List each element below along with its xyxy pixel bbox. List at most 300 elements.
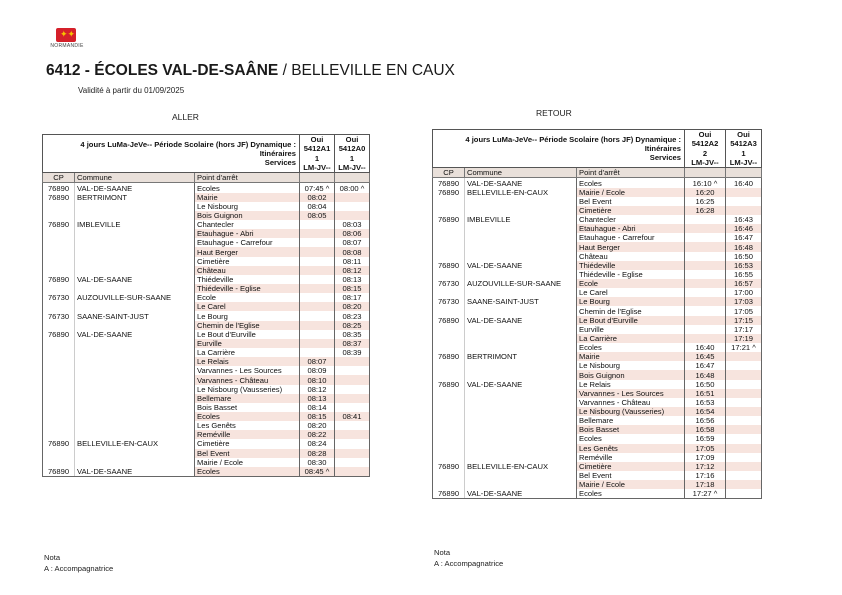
cell-time-1 bbox=[685, 233, 726, 242]
table-row bbox=[433, 242, 762, 251]
retour-heading: RETOUR bbox=[536, 108, 572, 118]
cell-time-1 bbox=[300, 348, 335, 357]
cell-time-2: 16:50 bbox=[726, 252, 762, 261]
cell-stop: Chantecler bbox=[577, 215, 685, 224]
cell-stop: Ecoles bbox=[577, 178, 685, 188]
table-row bbox=[43, 403, 370, 412]
cell-commune bbox=[75, 421, 195, 430]
cell-stop: Ecoles bbox=[195, 183, 300, 193]
cell-time-1 bbox=[685, 316, 726, 325]
cell-commune bbox=[465, 416, 577, 425]
table-row bbox=[43, 238, 370, 247]
cell-time-1: 17:05 bbox=[685, 444, 726, 453]
cell-time-1: 16:47 bbox=[685, 361, 726, 370]
cell-time-1: 16:53 bbox=[685, 398, 726, 407]
cell-commune bbox=[75, 247, 195, 256]
cell-time-2 bbox=[335, 467, 370, 477]
cell-time-2 bbox=[726, 352, 762, 361]
cell-time-1 bbox=[300, 229, 335, 238]
cell-commune: IMBLEVILLE bbox=[465, 215, 577, 224]
cell-time-2: 08:15 bbox=[335, 284, 370, 293]
cell-time-2 bbox=[726, 453, 762, 462]
table-row bbox=[433, 178, 762, 188]
cell-commune bbox=[465, 233, 577, 242]
cell-commune bbox=[465, 444, 577, 453]
cell-postal-code: 76890 bbox=[43, 439, 75, 448]
cell-time-1 bbox=[300, 284, 335, 293]
cell-time-1: 16:28 bbox=[685, 206, 726, 215]
cell-time-2 bbox=[726, 462, 762, 471]
cell-time-1 bbox=[685, 334, 726, 343]
service-code: 5412A1 bbox=[303, 144, 331, 154]
cell-postal-code bbox=[43, 449, 75, 458]
cell-postal-code bbox=[433, 242, 465, 251]
cell-postal-code bbox=[43, 348, 75, 357]
cell-commune bbox=[75, 394, 195, 403]
cell-commune bbox=[75, 430, 195, 439]
cell-postal-code: 76890 bbox=[43, 275, 75, 284]
aller-notes bbox=[44, 552, 113, 574]
cell-postal-code bbox=[43, 430, 75, 439]
table-row bbox=[433, 206, 762, 215]
cell-time-1: 16:25 bbox=[685, 197, 726, 206]
cell-time-1: 08:04 bbox=[300, 202, 335, 211]
page-title bbox=[46, 62, 455, 80]
cell-stop: Ecole bbox=[195, 293, 300, 302]
cell-time-1 bbox=[300, 257, 335, 266]
cell-commune bbox=[75, 257, 195, 266]
table-row bbox=[43, 385, 370, 394]
cell-postal-code: 76890 bbox=[433, 489, 465, 499]
cell-commune: VAL-DE-SAANE bbox=[465, 489, 577, 499]
table-row bbox=[43, 430, 370, 439]
cell-stop: Ecoles bbox=[577, 343, 685, 352]
cell-postal-code: 76890 bbox=[433, 352, 465, 361]
cell-stop: Reméville bbox=[577, 453, 685, 462]
service-oui: Oui bbox=[310, 135, 324, 144]
cell-time-2: 08:13 bbox=[335, 275, 370, 284]
cell-time-1: 16:48 bbox=[685, 370, 726, 379]
cell-time-2: 16:53 bbox=[726, 261, 762, 270]
table-row bbox=[43, 449, 370, 458]
table-row bbox=[43, 412, 370, 421]
column-header-cp: CP bbox=[43, 173, 75, 183]
cell-stop: Haut Berger bbox=[195, 247, 300, 256]
cell-time-1 bbox=[685, 242, 726, 251]
table-row bbox=[433, 270, 762, 279]
table-row bbox=[433, 407, 762, 416]
cell-time-2 bbox=[726, 471, 762, 480]
cell-time-1 bbox=[685, 288, 726, 297]
cell-time-2 bbox=[335, 421, 370, 430]
cell-commune bbox=[75, 211, 195, 220]
cell-postal-code bbox=[433, 416, 465, 425]
cell-time-1: 16:50 bbox=[685, 380, 726, 389]
cell-time-2: 08:03 bbox=[335, 220, 370, 229]
cell-stop: Bel Event bbox=[577, 471, 685, 480]
notes-title: Nota bbox=[44, 553, 61, 562]
cell-postal-code bbox=[43, 238, 75, 247]
cell-commune bbox=[465, 434, 577, 443]
cell-commune bbox=[75, 449, 195, 458]
cell-commune: VAL-DE-SAANE bbox=[75, 467, 195, 477]
cell-time-2 bbox=[335, 366, 370, 375]
validity-date: Validité à partir du 01/09/2025 bbox=[78, 86, 185, 95]
cell-time-1 bbox=[685, 252, 726, 261]
cell-commune bbox=[465, 480, 577, 489]
table-row bbox=[43, 220, 370, 229]
cell-postal-code bbox=[433, 453, 465, 462]
cell-commune: VAL-DE-SAANE bbox=[465, 261, 577, 270]
table-row bbox=[43, 229, 370, 238]
table-row bbox=[433, 306, 762, 315]
cell-time-2: 17:17 bbox=[726, 325, 762, 334]
table-row bbox=[433, 252, 762, 261]
table-row bbox=[433, 261, 762, 270]
cell-time-1 bbox=[300, 330, 335, 339]
cell-time-2 bbox=[335, 211, 370, 220]
cell-time-2: 08:17 bbox=[335, 293, 370, 302]
table-row bbox=[433, 361, 762, 370]
cell-stop: Ecoles bbox=[195, 412, 300, 421]
cell-time-1: 17:18 bbox=[685, 480, 726, 489]
cell-postal-code: 76890 bbox=[43, 330, 75, 339]
cell-commune bbox=[465, 288, 577, 297]
cell-postal-code bbox=[43, 302, 75, 311]
cell-time-1 bbox=[300, 339, 335, 348]
retour-column-header bbox=[433, 168, 762, 178]
cell-postal-code bbox=[433, 288, 465, 297]
cell-commune bbox=[75, 458, 195, 467]
cell-postal-code bbox=[433, 471, 465, 480]
cell-stop: Varvannes - Les Sources bbox=[577, 389, 685, 398]
cell-postal-code bbox=[43, 385, 75, 394]
table-row bbox=[43, 193, 370, 202]
cell-time-1 bbox=[685, 279, 726, 288]
cell-stop: Haut Berger bbox=[577, 242, 685, 251]
column-header-stop: Point d'arrêt bbox=[577, 168, 685, 178]
table-row bbox=[433, 352, 762, 361]
cell-commune bbox=[465, 242, 577, 251]
cell-stop: Le Nisbourg (Vausseries) bbox=[577, 407, 685, 416]
cell-time-1: 07:45 ^ bbox=[300, 183, 335, 193]
table-row bbox=[433, 416, 762, 425]
cell-stop: Château bbox=[195, 266, 300, 275]
cell-commune: BELLEVILLE-EN-CAUX bbox=[75, 439, 195, 448]
title-slash: / bbox=[278, 62, 292, 79]
cell-postal-code bbox=[433, 206, 465, 215]
cell-time-2: 08:12 bbox=[335, 266, 370, 275]
cell-stop: Bois Guignon bbox=[195, 211, 300, 220]
cell-commune bbox=[465, 453, 577, 462]
cell-time-2: 08:35 bbox=[335, 330, 370, 339]
table-row bbox=[433, 279, 762, 288]
cell-stop: Bois Basset bbox=[577, 425, 685, 434]
table-row bbox=[433, 325, 762, 334]
retour-service-2 bbox=[726, 130, 762, 168]
table-row bbox=[43, 348, 370, 357]
cell-time-2 bbox=[335, 375, 370, 384]
table-row bbox=[43, 211, 370, 220]
cell-stop: Ecoles bbox=[577, 489, 685, 499]
cell-commune bbox=[465, 334, 577, 343]
cell-commune: VAL-DE-SAANE bbox=[465, 178, 577, 188]
cell-time-2: 17:03 bbox=[726, 297, 762, 306]
table-row bbox=[433, 370, 762, 379]
cell-time-2 bbox=[726, 389, 762, 398]
cell-time-2 bbox=[335, 430, 370, 439]
cell-time-1: 08:24 bbox=[300, 439, 335, 448]
retour-description-line: 4 jours LuMa-JeVe-- Période Scolaire (hors JF) Dynamique : bbox=[465, 134, 681, 144]
cell-commune: SAANE-SAINT-JUST bbox=[465, 297, 577, 306]
aller-heading: ALLER bbox=[172, 112, 199, 122]
cell-time-1: 08:28 bbox=[300, 449, 335, 458]
cell-time-1: 17:27 ^ bbox=[685, 489, 726, 499]
cell-commune bbox=[75, 412, 195, 421]
cell-commune bbox=[75, 385, 195, 394]
cell-stop: Bel Event bbox=[577, 197, 685, 206]
cell-commune bbox=[75, 238, 195, 247]
cell-commune: AUZOUVILLE-SUR-SAANE bbox=[465, 279, 577, 288]
cell-time-2 bbox=[726, 398, 762, 407]
table-row bbox=[433, 398, 762, 407]
retour-notes bbox=[434, 547, 503, 569]
cell-postal-code bbox=[43, 284, 75, 293]
cell-commune bbox=[465, 425, 577, 434]
service-days: LM-JV-- bbox=[303, 162, 331, 172]
cell-time-2 bbox=[335, 403, 370, 412]
cell-time-1: 16:20 bbox=[685, 188, 726, 197]
cell-stop: Le Bout d'Eurville bbox=[577, 316, 685, 325]
cell-commune: IMBLEVILLE bbox=[75, 220, 195, 229]
cell-postal-code: 76890 bbox=[43, 220, 75, 229]
cell-time-1: 16:54 bbox=[685, 407, 726, 416]
cell-time-2: 16:57 bbox=[726, 279, 762, 288]
cell-stop: Thiédeville - Eglise bbox=[195, 284, 300, 293]
cell-time-2 bbox=[726, 425, 762, 434]
cell-commune bbox=[75, 284, 195, 293]
retour-itineraries-label: Itinéraires bbox=[644, 143, 681, 153]
cell-postal-code bbox=[43, 357, 75, 366]
cell-time-1 bbox=[685, 297, 726, 306]
cell-commune: VAL-DE-SAANE bbox=[465, 316, 577, 325]
cell-postal-code bbox=[433, 398, 465, 407]
cell-commune bbox=[465, 197, 577, 206]
cell-postal-code bbox=[433, 444, 465, 453]
cell-stop: Bellemare bbox=[195, 394, 300, 403]
table-row bbox=[433, 444, 762, 453]
cell-time-2 bbox=[335, 385, 370, 394]
cell-commune: BELLEVILLE-EN-CAUX bbox=[465, 188, 577, 197]
cell-time-2 bbox=[726, 188, 762, 197]
cell-time-2 bbox=[335, 439, 370, 448]
line-name: ÉCOLES VAL-DE-SAÂNE bbox=[94, 62, 279, 79]
cell-time-2: 16:40 bbox=[726, 178, 762, 188]
cell-postal-code bbox=[433, 343, 465, 352]
cell-time-2: 08:25 bbox=[335, 321, 370, 330]
cell-commune bbox=[75, 266, 195, 275]
cell-time-2: 08:20 bbox=[335, 302, 370, 311]
cell-commune bbox=[465, 361, 577, 370]
cell-commune bbox=[465, 389, 577, 398]
cell-time-1: 08:14 bbox=[300, 403, 335, 412]
aller-service-1 bbox=[300, 135, 335, 173]
column-header-cp: CP bbox=[433, 168, 465, 178]
cell-time-1: 17:16 bbox=[685, 471, 726, 480]
cell-postal-code bbox=[433, 389, 465, 398]
cell-postal-code bbox=[43, 412, 75, 421]
cell-stop: Thiédeville bbox=[195, 275, 300, 284]
cell-commune bbox=[465, 206, 577, 215]
cell-time-1 bbox=[300, 275, 335, 284]
service-number: 2 bbox=[702, 148, 708, 158]
cell-commune bbox=[465, 306, 577, 315]
table-row bbox=[43, 330, 370, 339]
cell-time-1: 08:22 bbox=[300, 430, 335, 439]
retour-service-1 bbox=[685, 130, 726, 168]
cell-postal-code bbox=[433, 325, 465, 334]
cell-time-2: 17:15 bbox=[726, 316, 762, 325]
cell-time-2 bbox=[335, 357, 370, 366]
cell-postal-code: 76890 bbox=[43, 193, 75, 202]
cell-time-2: 17:19 bbox=[726, 334, 762, 343]
cell-postal-code bbox=[43, 375, 75, 384]
cell-time-1: 08:13 bbox=[300, 394, 335, 403]
cell-time-2 bbox=[726, 407, 762, 416]
cell-commune bbox=[75, 348, 195, 357]
cell-time-2: 08:41 bbox=[335, 412, 370, 421]
logo-text: NORMANDIE bbox=[50, 43, 84, 49]
cell-postal-code: 76890 bbox=[433, 188, 465, 197]
cell-postal-code: 76890 bbox=[433, 316, 465, 325]
service-number: 1 bbox=[741, 148, 746, 158]
cell-time-2: 08:06 bbox=[335, 229, 370, 238]
cell-commune bbox=[465, 471, 577, 480]
cell-postal-code bbox=[433, 197, 465, 206]
cell-stop: Varvannes - Château bbox=[577, 398, 685, 407]
table-row bbox=[43, 321, 370, 330]
cell-stop: Les Genêts bbox=[577, 444, 685, 453]
cell-time-1 bbox=[685, 270, 726, 279]
title-separator: - bbox=[80, 62, 95, 79]
cell-commune bbox=[465, 398, 577, 407]
cell-postal-code: 76730 bbox=[433, 297, 465, 306]
table-row bbox=[43, 439, 370, 448]
table-row bbox=[433, 380, 762, 389]
cell-time-1: 08:20 bbox=[300, 421, 335, 430]
aller-description bbox=[43, 135, 300, 173]
cell-time-2: 08:37 bbox=[335, 339, 370, 348]
cell-time-1 bbox=[685, 325, 726, 334]
cell-stop: Cimetière bbox=[195, 439, 300, 448]
cell-time-1 bbox=[300, 247, 335, 256]
cell-time-1 bbox=[300, 238, 335, 247]
cell-time-1: 08:05 bbox=[300, 211, 335, 220]
cell-stop: Chemin de l'Eglise bbox=[195, 321, 300, 330]
cell-time-1 bbox=[300, 311, 335, 320]
cell-time-2: 17:00 bbox=[726, 288, 762, 297]
cell-stop: Eurville bbox=[577, 325, 685, 334]
table-row bbox=[43, 183, 370, 193]
notes-text: A : Accompagnatrice bbox=[44, 564, 114, 573]
table-row bbox=[43, 366, 370, 375]
retour-timetable bbox=[432, 129, 762, 499]
cell-commune: BERTRIMONT bbox=[465, 352, 577, 361]
table-row bbox=[433, 389, 762, 398]
column-header-time-2 bbox=[335, 173, 370, 183]
cell-time-1 bbox=[685, 224, 726, 233]
service-number: 1 bbox=[349, 153, 355, 163]
cell-commune bbox=[465, 407, 577, 416]
cell-postal-code bbox=[433, 270, 465, 279]
cell-postal-code bbox=[43, 257, 75, 266]
cell-time-1 bbox=[300, 302, 335, 311]
cell-stop: Etauhague - Carrefour bbox=[195, 238, 300, 247]
cell-time-2 bbox=[726, 444, 762, 453]
table-row bbox=[43, 257, 370, 266]
cell-stop: Château bbox=[577, 252, 685, 261]
retour-description bbox=[433, 130, 685, 168]
cell-time-1: 17:12 bbox=[685, 462, 726, 471]
table-row bbox=[43, 266, 370, 275]
cell-postal-code: 76890 bbox=[43, 183, 75, 193]
aller-itineraries-label: Itinéraires bbox=[259, 148, 296, 158]
cell-time-2: 08:23 bbox=[335, 311, 370, 320]
cell-commune bbox=[465, 325, 577, 334]
cell-time-2: 17:05 bbox=[726, 306, 762, 315]
cell-postal-code: 76890 bbox=[433, 261, 465, 270]
cell-commune: VAL-DE-SAANE bbox=[75, 275, 195, 284]
cell-stop: Le Bourg bbox=[577, 297, 685, 306]
cell-postal-code bbox=[43, 229, 75, 238]
cell-commune: BELLEVILLE-EN-CAUX bbox=[465, 462, 577, 471]
cell-stop: Cimetière bbox=[577, 206, 685, 215]
cell-time-2 bbox=[335, 394, 370, 403]
cell-postal-code bbox=[43, 403, 75, 412]
table-row bbox=[433, 462, 762, 471]
cell-time-2 bbox=[335, 193, 370, 202]
cell-time-1 bbox=[685, 215, 726, 224]
cell-postal-code: 76890 bbox=[433, 215, 465, 224]
retour-services-label: Services bbox=[649, 153, 681, 163]
cell-stop: Ecoles bbox=[195, 467, 300, 477]
cell-time-1 bbox=[300, 266, 335, 275]
cell-stop: Le Relais bbox=[195, 357, 300, 366]
cell-postal-code bbox=[433, 434, 465, 443]
cell-time-1: 08:15 bbox=[300, 412, 335, 421]
cell-postal-code: 76890 bbox=[433, 462, 465, 471]
table-row bbox=[433, 489, 762, 499]
cell-postal-code bbox=[43, 421, 75, 430]
cell-time-2 bbox=[726, 361, 762, 370]
table-row bbox=[433, 434, 762, 443]
cell-commune: VAL-DE-SAANE bbox=[465, 380, 577, 389]
table-row bbox=[43, 302, 370, 311]
table-row bbox=[43, 247, 370, 256]
service-days: LM-JV-- bbox=[338, 162, 366, 172]
cell-time-1: 08:10 bbox=[300, 375, 335, 384]
cell-stop: Etauhague - Abri bbox=[195, 229, 300, 238]
cell-commune: VAL-DE-SAANE bbox=[75, 183, 195, 193]
aller-service-header bbox=[43, 135, 370, 173]
table-row bbox=[433, 343, 762, 352]
table-row bbox=[433, 471, 762, 480]
column-header-time-1 bbox=[300, 173, 335, 183]
cell-stop: Chantecler bbox=[195, 220, 300, 229]
cell-commune bbox=[75, 366, 195, 375]
cell-stop: Mairie / Ecole bbox=[577, 188, 685, 197]
cell-time-1 bbox=[685, 306, 726, 315]
